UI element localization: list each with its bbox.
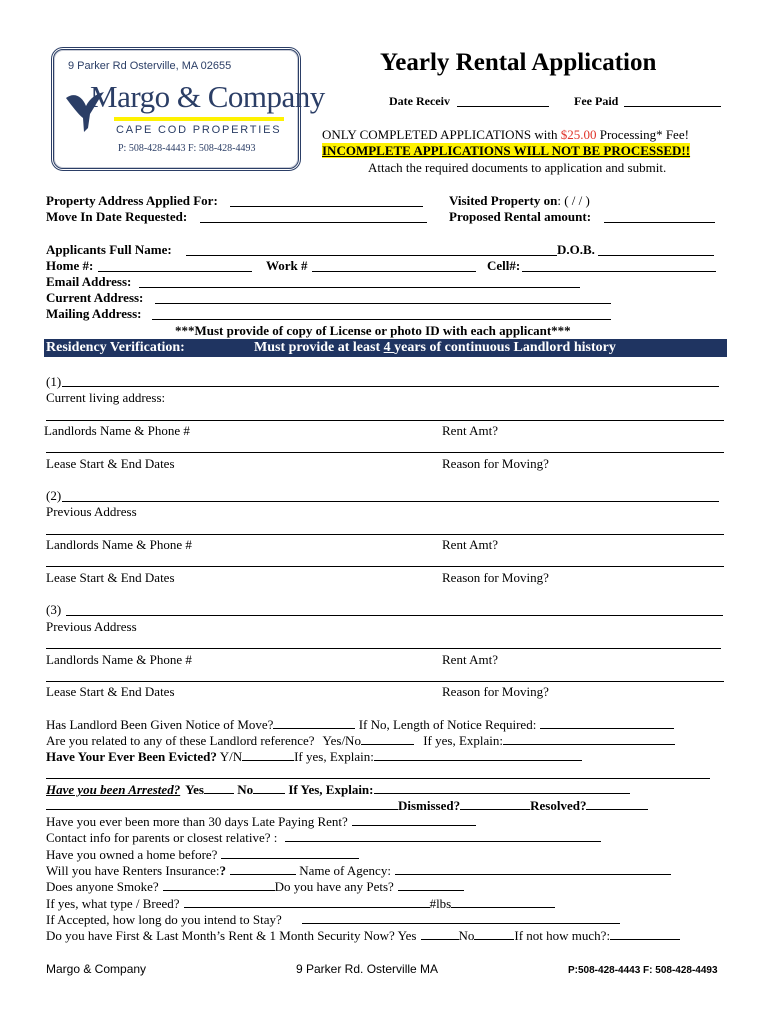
fee-paid-label: Fee Paid: [574, 94, 619, 108]
logo-highlight-bar: [114, 117, 284, 121]
evicted-question: Have Your Ever Been Evicted? Y/N If yes, Explain:: [46, 749, 582, 764]
related-question: Are you related to any of these Landlord reference? Yes/No If yes, Explain:: [46, 733, 675, 748]
mailing-address-label: Mailing Address:: [46, 306, 142, 321]
entry-3-number: (3): [46, 602, 62, 617]
visited-property: Visited Property on: ( / / ): [449, 193, 590, 208]
date-received-field[interactable]: [457, 106, 549, 107]
home-field[interactable]: [98, 271, 252, 272]
notice-completed: ONLY COMPLETED APPLICATIONS with $25.00 Processing* Fee!: [322, 127, 689, 142]
entry-1-landlord-label: Landlords Name & Phone #: [44, 423, 190, 438]
entry-2-reason-label: Reason for Moving?: [442, 570, 549, 585]
cell-label: Cell#:: [487, 258, 521, 273]
evicted-extra-line[interactable]: [46, 778, 710, 779]
stay-question: If Accepted, how long do you intend to Stay?: [46, 912, 620, 927]
logo-phones: P: 508-428-4443 F: 508-428-4493: [118, 143, 256, 154]
smoke-question: Does anyone Smoke? Do you have any Pets?: [46, 879, 464, 894]
entry-3-field[interactable]: [66, 615, 723, 616]
dismissed-line: Dismissed? Resolved?: [46, 798, 648, 813]
renters-insurance-question: Will you have Renters Insurance:? Name of Agency:: [46, 863, 671, 878]
entry-3-address-field[interactable]: [46, 648, 721, 649]
notice-incomplete: INCOMPLETE APPLICATIONS WILL NOT BE PROCESSED!!: [322, 143, 691, 158]
entry-1-lease-label: Lease Start & End Dates: [46, 456, 175, 471]
mailing-address-field[interactable]: [152, 319, 611, 320]
logo-address: 9 Parker Rd Osterville, MA 02655: [68, 60, 232, 72]
cell-field[interactable]: [522, 271, 716, 272]
logo-subtitle: CAPE COD PROPERTIES: [116, 124, 282, 136]
pet-type-question: If yes, what type / Breed? #lbs: [46, 896, 555, 911]
current-address-field[interactable]: [155, 303, 611, 304]
entry-3-landlord-label: Landlords Name & Phone #: [46, 652, 192, 667]
entry-2-field[interactable]: [62, 501, 719, 502]
entry-3-address-label: Previous Address: [46, 619, 137, 634]
entry-2-number: (2): [46, 488, 62, 503]
entry-2-address-label: Previous Address: [46, 504, 137, 519]
entry-2-address-field[interactable]: [46, 534, 724, 535]
owned-home-question: Have you owned a home before?: [46, 847, 359, 862]
license-note: ***Must provide of copy of License or photo ID with each applicant***: [175, 323, 571, 338]
entry-1-landlord-field[interactable]: [46, 452, 724, 453]
footer-company: Margo & Company: [46, 962, 147, 976]
move-in-label: Move In Date Requested:: [46, 209, 188, 224]
entry-2-lease-label: Lease Start & End Dates: [46, 570, 175, 585]
email-field[interactable]: [139, 287, 580, 288]
current-address-label: Current Address:: [46, 290, 144, 305]
dob-field[interactable]: [598, 255, 714, 256]
late-rent-question: Have you ever been more than 30 days Late Paying Rent?: [46, 814, 476, 829]
page-title: Yearly Rental Application: [380, 49, 657, 76]
residency-header-band: [44, 339, 727, 357]
home-label: Home #:: [46, 258, 94, 273]
full-name-field[interactable]: [186, 255, 557, 256]
entry-1-rent-label: Rent Amt?: [442, 423, 498, 438]
work-field[interactable]: [312, 271, 476, 272]
arrested-question: Have you been Arrested? Yes No If Yes, Explain:: [46, 782, 630, 797]
proposed-rental-field[interactable]: [604, 222, 715, 223]
entry-1-number: (1): [46, 374, 62, 389]
residency-label: Residency Verification:: [46, 340, 185, 355]
fee-paid-field[interactable]: [624, 106, 721, 107]
email-label: Email Address:: [46, 274, 132, 289]
notice-question: Has Landlord Been Given Notice of Move? If No, Length of Notice Required:: [46, 717, 674, 732]
entry-3-landlord-field[interactable]: [46, 681, 724, 682]
contact-question: Contact info for parents or closest relative? :: [46, 830, 601, 845]
move-in-field[interactable]: [200, 222, 427, 223]
entry-3-reason-label: Reason for Moving?: [442, 684, 549, 699]
footer-address: 9 Parker Rd. Osterville MA: [296, 962, 439, 976]
company-logo: [51, 47, 325, 171]
date-received-label: Date Receiv: [389, 94, 450, 108]
processing-fee: $25.00: [560, 127, 597, 142]
entry-1-address-field[interactable]: [46, 420, 724, 421]
dob-label: D.O.B.: [557, 242, 595, 257]
property-address-field[interactable]: [230, 206, 423, 207]
residency-note: Must provide at least 4 years of continuous Landlord history: [254, 340, 616, 355]
first-last-question: Do you have First & Last Month’s Rent & 1 Month Security Now? Yes No If not how much?:: [46, 928, 680, 943]
work-label: Work #: [266, 258, 308, 273]
logo-name: Margo & Company: [90, 79, 325, 114]
full-name-label: Applicants Full Name:: [46, 242, 172, 257]
entry-3-rent-label: Rent Amt?: [442, 652, 498, 667]
entry-1-field[interactable]: [62, 386, 719, 387]
entry-2-landlord-field[interactable]: [46, 566, 724, 567]
property-address-label: Property Address Applied For:: [46, 193, 218, 208]
entry-3-lease-label: Lease Start & End Dates: [46, 684, 175, 699]
notice-attach: Attach the required documents to application and submit.: [368, 160, 667, 175]
entry-2-landlord-label: Landlords Name & Phone #: [46, 537, 192, 552]
entry-1-address-label: Current living address:: [46, 390, 166, 405]
entry-1-reason-label: Reason for Moving?: [442, 456, 549, 471]
entry-2-rent-label: Rent Amt?: [442, 537, 498, 552]
footer-phones: P:508-428-4443 F: 508-428-4493: [568, 965, 718, 976]
proposed-rental-label: Proposed Rental amount:: [449, 209, 592, 224]
